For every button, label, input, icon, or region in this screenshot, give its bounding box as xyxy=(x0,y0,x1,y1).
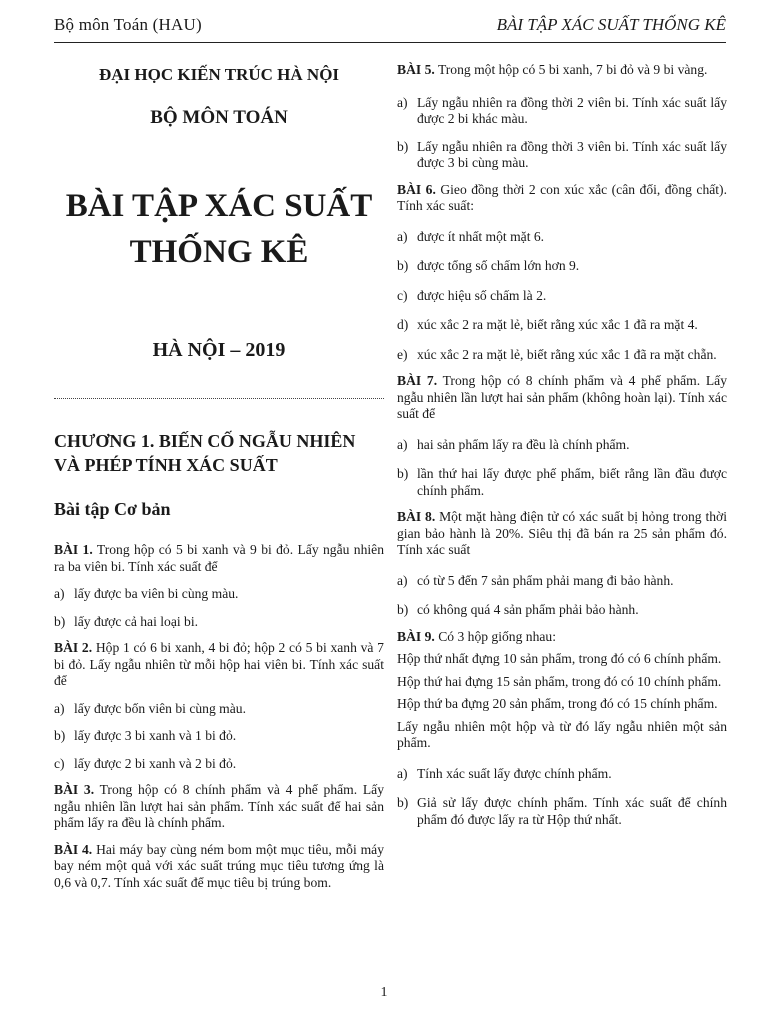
dotted-separator xyxy=(54,398,384,399)
item-label: e) xyxy=(397,346,408,362)
item-label: b) xyxy=(54,613,66,629)
problem-label: BÀI 8. xyxy=(397,509,436,524)
problem-label: BÀI 3. xyxy=(54,782,95,797)
item-text: được hiệu số chấm là 2. xyxy=(417,287,547,303)
problem-item xyxy=(397,602,727,619)
problem-item xyxy=(397,573,727,590)
problem-items xyxy=(397,573,727,619)
problem-3 xyxy=(54,782,384,832)
problem-item xyxy=(54,586,384,603)
problem-paragraph: Hộp thứ ba đựng 20 sản phẩm, trong đó có 15 chính phẩm. xyxy=(397,696,718,711)
item-label: b) xyxy=(397,602,409,617)
problem-items xyxy=(397,229,727,364)
problem-item xyxy=(54,614,384,631)
problem-text: Có 3 hộp giống nhau: xyxy=(438,628,556,644)
problem-6 xyxy=(397,182,727,364)
problem-paragraph: Hộp thứ nhất đựng 10 sản phẩm, trong đó có 6 chính phẩm. xyxy=(397,651,722,666)
item-label: b) xyxy=(397,258,409,273)
problem-statement xyxy=(54,842,384,892)
running-header-right: BÀI TẬP XÁC SUẤT THỐNG KÊ xyxy=(496,15,726,34)
item-text: có không quá 4 sản phẩm phải bảo hành. xyxy=(417,602,639,617)
item-text: xúc xắc 2 ra mặt lẻ, biết rằng xúc xắc 1 đã ra mặt chẵn. xyxy=(417,346,717,362)
city-year: HÀ NỘI – 2019 xyxy=(152,339,286,361)
running-header-left: Bộ môn Toán (HAU) xyxy=(54,15,202,34)
item-text: được tổng số chấm lớn hơn 9. xyxy=(417,258,580,273)
right-column xyxy=(397,62,727,828)
item-text: lấy được 2 bi xanh và 2 bi đỏ. xyxy=(74,755,237,771)
item-text: hai sản phẩm lấy ra đều là chính phẩm. xyxy=(417,436,630,452)
problem-label: BÀI 7. xyxy=(397,373,438,388)
problem-label: BÀI 4. xyxy=(54,841,93,857)
problem-statement xyxy=(54,542,384,575)
problem-items xyxy=(54,701,384,773)
item-text: Lấy ngẫu nhiên ra đồng thời 2 viên bi. Tính xác suất lấy được 2 bi khác màu. xyxy=(417,94,727,126)
problem-9 xyxy=(397,629,727,829)
problem-item xyxy=(397,795,727,828)
problem-item xyxy=(397,317,727,334)
problem-text: Trong một hộp có 5 bi xanh, 7 bi đỏ và 9 bi vàng. xyxy=(437,62,708,77)
item-text: Lấy ngẫu nhiên ra đồng thời 3 viên bi. Tính xác suất lấy được 3 bi cùng màu. xyxy=(417,138,727,170)
item-label: a) xyxy=(397,436,408,452)
item-label: b) xyxy=(54,728,66,743)
item-text: lấy được cả hai loại bi. xyxy=(74,613,199,629)
problem-item xyxy=(397,347,727,364)
problem-item xyxy=(397,229,727,246)
problem-label: BÀI 2. xyxy=(54,640,93,655)
item-text: được ít nhất một mặt 6. xyxy=(417,228,545,244)
document-title xyxy=(54,183,384,275)
problem-4 xyxy=(54,842,384,892)
problem-text: Trong hộp có 8 chính phẩm và 4 phế phẩm. Lấy ngẫu nhiên lần lượt hai sản phẩm (không hoàn lại). Tính xác suất để xyxy=(397,373,727,421)
item-text: lần thứ hai lấy được phế phẩm, biết rằng lần đầu được chính phẩm. xyxy=(417,466,727,498)
item-label: b) xyxy=(397,466,409,481)
problem-items xyxy=(397,95,727,172)
item-label: c) xyxy=(397,287,408,303)
problem-items xyxy=(54,586,384,630)
problem-item xyxy=(397,466,727,499)
document-title-line-1: BÀI TẬP XÁC SUẤT xyxy=(65,188,373,224)
chapter-title: CHƯƠNG 1. BIẾN CỐ NGẪU NHIÊN VÀ PHÉP TÍNH XÁC SUẤT xyxy=(54,431,356,475)
problem-paragraph: Lấy ngẫu nhiên một hộp và từ đó lấy ngẫu nhiên một sản phẩm. xyxy=(397,718,727,750)
item-label: a) xyxy=(397,572,408,588)
problem-item xyxy=(397,288,727,305)
item-label: a) xyxy=(397,228,408,244)
problem-5 xyxy=(397,62,727,172)
problem-text: Trong hộp có 5 bi xanh và 9 bi đỏ. Lấy ngẫu nhiên ra ba viên bi. Tính xác suất để xyxy=(54,542,384,574)
problem-statement xyxy=(54,640,384,690)
left-column xyxy=(54,55,384,891)
problem-statement xyxy=(397,629,727,646)
item-label: b) xyxy=(397,138,409,154)
problem-label: BÀI 6. xyxy=(397,181,436,197)
problem-text: Gieo đồng thời 2 con xúc xắc (cân đối, đồng chất). Tính xác suất: xyxy=(397,181,727,213)
header-rule xyxy=(54,42,726,43)
item-label: a) xyxy=(397,765,408,781)
item-text: xúc xắc 2 ra mặt lẻ, biết rằng xúc xắc 1 đã ra mặt 4. xyxy=(417,317,698,332)
problem-statement xyxy=(54,782,384,832)
problem-8 xyxy=(397,509,727,619)
problem-label: BÀI 1. xyxy=(54,542,93,557)
problem-item xyxy=(397,139,727,172)
problem-items xyxy=(397,437,727,500)
problem-statement xyxy=(397,373,727,423)
item-text: Giả sử lấy được chính phẩm. Tính xác suất để chính phẩm đó được lấy ra từ Hộp thứ nhất. xyxy=(417,795,727,827)
problem-statement xyxy=(397,182,727,215)
problem-2 xyxy=(54,640,384,772)
item-text: có từ 5 đến 7 sản phẩm phải mang đi bảo hành. xyxy=(417,572,674,588)
item-label: b) xyxy=(397,795,409,810)
problem-paragraph: Hộp thứ hai đựng 15 sản phẩm, trong đó có 10 chính phẩm. xyxy=(397,673,722,689)
item-label: a) xyxy=(54,586,65,601)
problem-text: Hộp 1 có 6 bi xanh, 4 bi đỏ; hộp 2 có 5 bi xanh và 7 bi đỏ. Lấy ngẫu nhiên từ mỗi hộp hai viên bi. Tính xác suất để xyxy=(54,640,384,688)
problem-label: BÀI 5. xyxy=(397,62,435,77)
problem-text: Một mặt hàng điện tử có xác suất bị hỏng trong thời gian bảo hành là 20%. Siêu thị đã bán ra 25 sản phẩm đó. Tính xác suất xyxy=(397,509,727,557)
item-label: a) xyxy=(54,700,65,716)
document-title-line-2: THỐNG KÊ xyxy=(129,234,309,270)
problem-1 xyxy=(54,542,384,630)
item-text: Tính xác suất lấy được chính phẩm. xyxy=(417,765,612,781)
university-name: ĐẠI HỌC KIẾN TRÚC HÀ NỘI xyxy=(98,65,340,84)
problem-item xyxy=(397,258,727,275)
problem-item xyxy=(54,728,384,745)
problem-7 xyxy=(397,373,727,499)
section-title: Bài tập Cơ bản xyxy=(54,499,171,519)
problem-item xyxy=(397,95,727,128)
item-label: a) xyxy=(397,94,408,110)
problem-item xyxy=(397,766,727,783)
page-number: 1 xyxy=(380,985,388,1000)
problem-text: Trong hộp có 8 chính phẩm và 4 phế phẩm. Lấy ngẫu nhiên lần lượt hai sản phẩm. Tính xác suất để hai sản phẩm lấy ra đều là chính phẩm. xyxy=(54,782,384,830)
problem-item xyxy=(54,701,384,718)
problem-items xyxy=(397,766,727,829)
department-name: BỘ MÔN TOÁN xyxy=(150,107,288,128)
item-text: lấy được bốn viên bi cùng màu. xyxy=(74,700,246,716)
problem-label: BÀI 9. xyxy=(397,628,435,644)
problem-text: Hai máy bay cùng ném bom một mục tiêu, mỗi máy bay ném một quả với xác suất trúng mục tiêu tương ứng là 0,6 và 0,7. Tính xác suất để mục tiêu bị trúng bom. xyxy=(54,841,384,890)
item-text: lấy được 3 bi xanh và 1 bi đỏ. xyxy=(74,728,237,743)
problem-statement xyxy=(397,62,727,79)
item-label: c) xyxy=(54,755,65,771)
problem-item xyxy=(54,756,384,773)
problem-item xyxy=(397,437,727,454)
item-label: d) xyxy=(397,317,409,332)
item-text: lấy được ba viên bi cùng màu. xyxy=(74,586,239,601)
problem-statement xyxy=(397,509,727,559)
